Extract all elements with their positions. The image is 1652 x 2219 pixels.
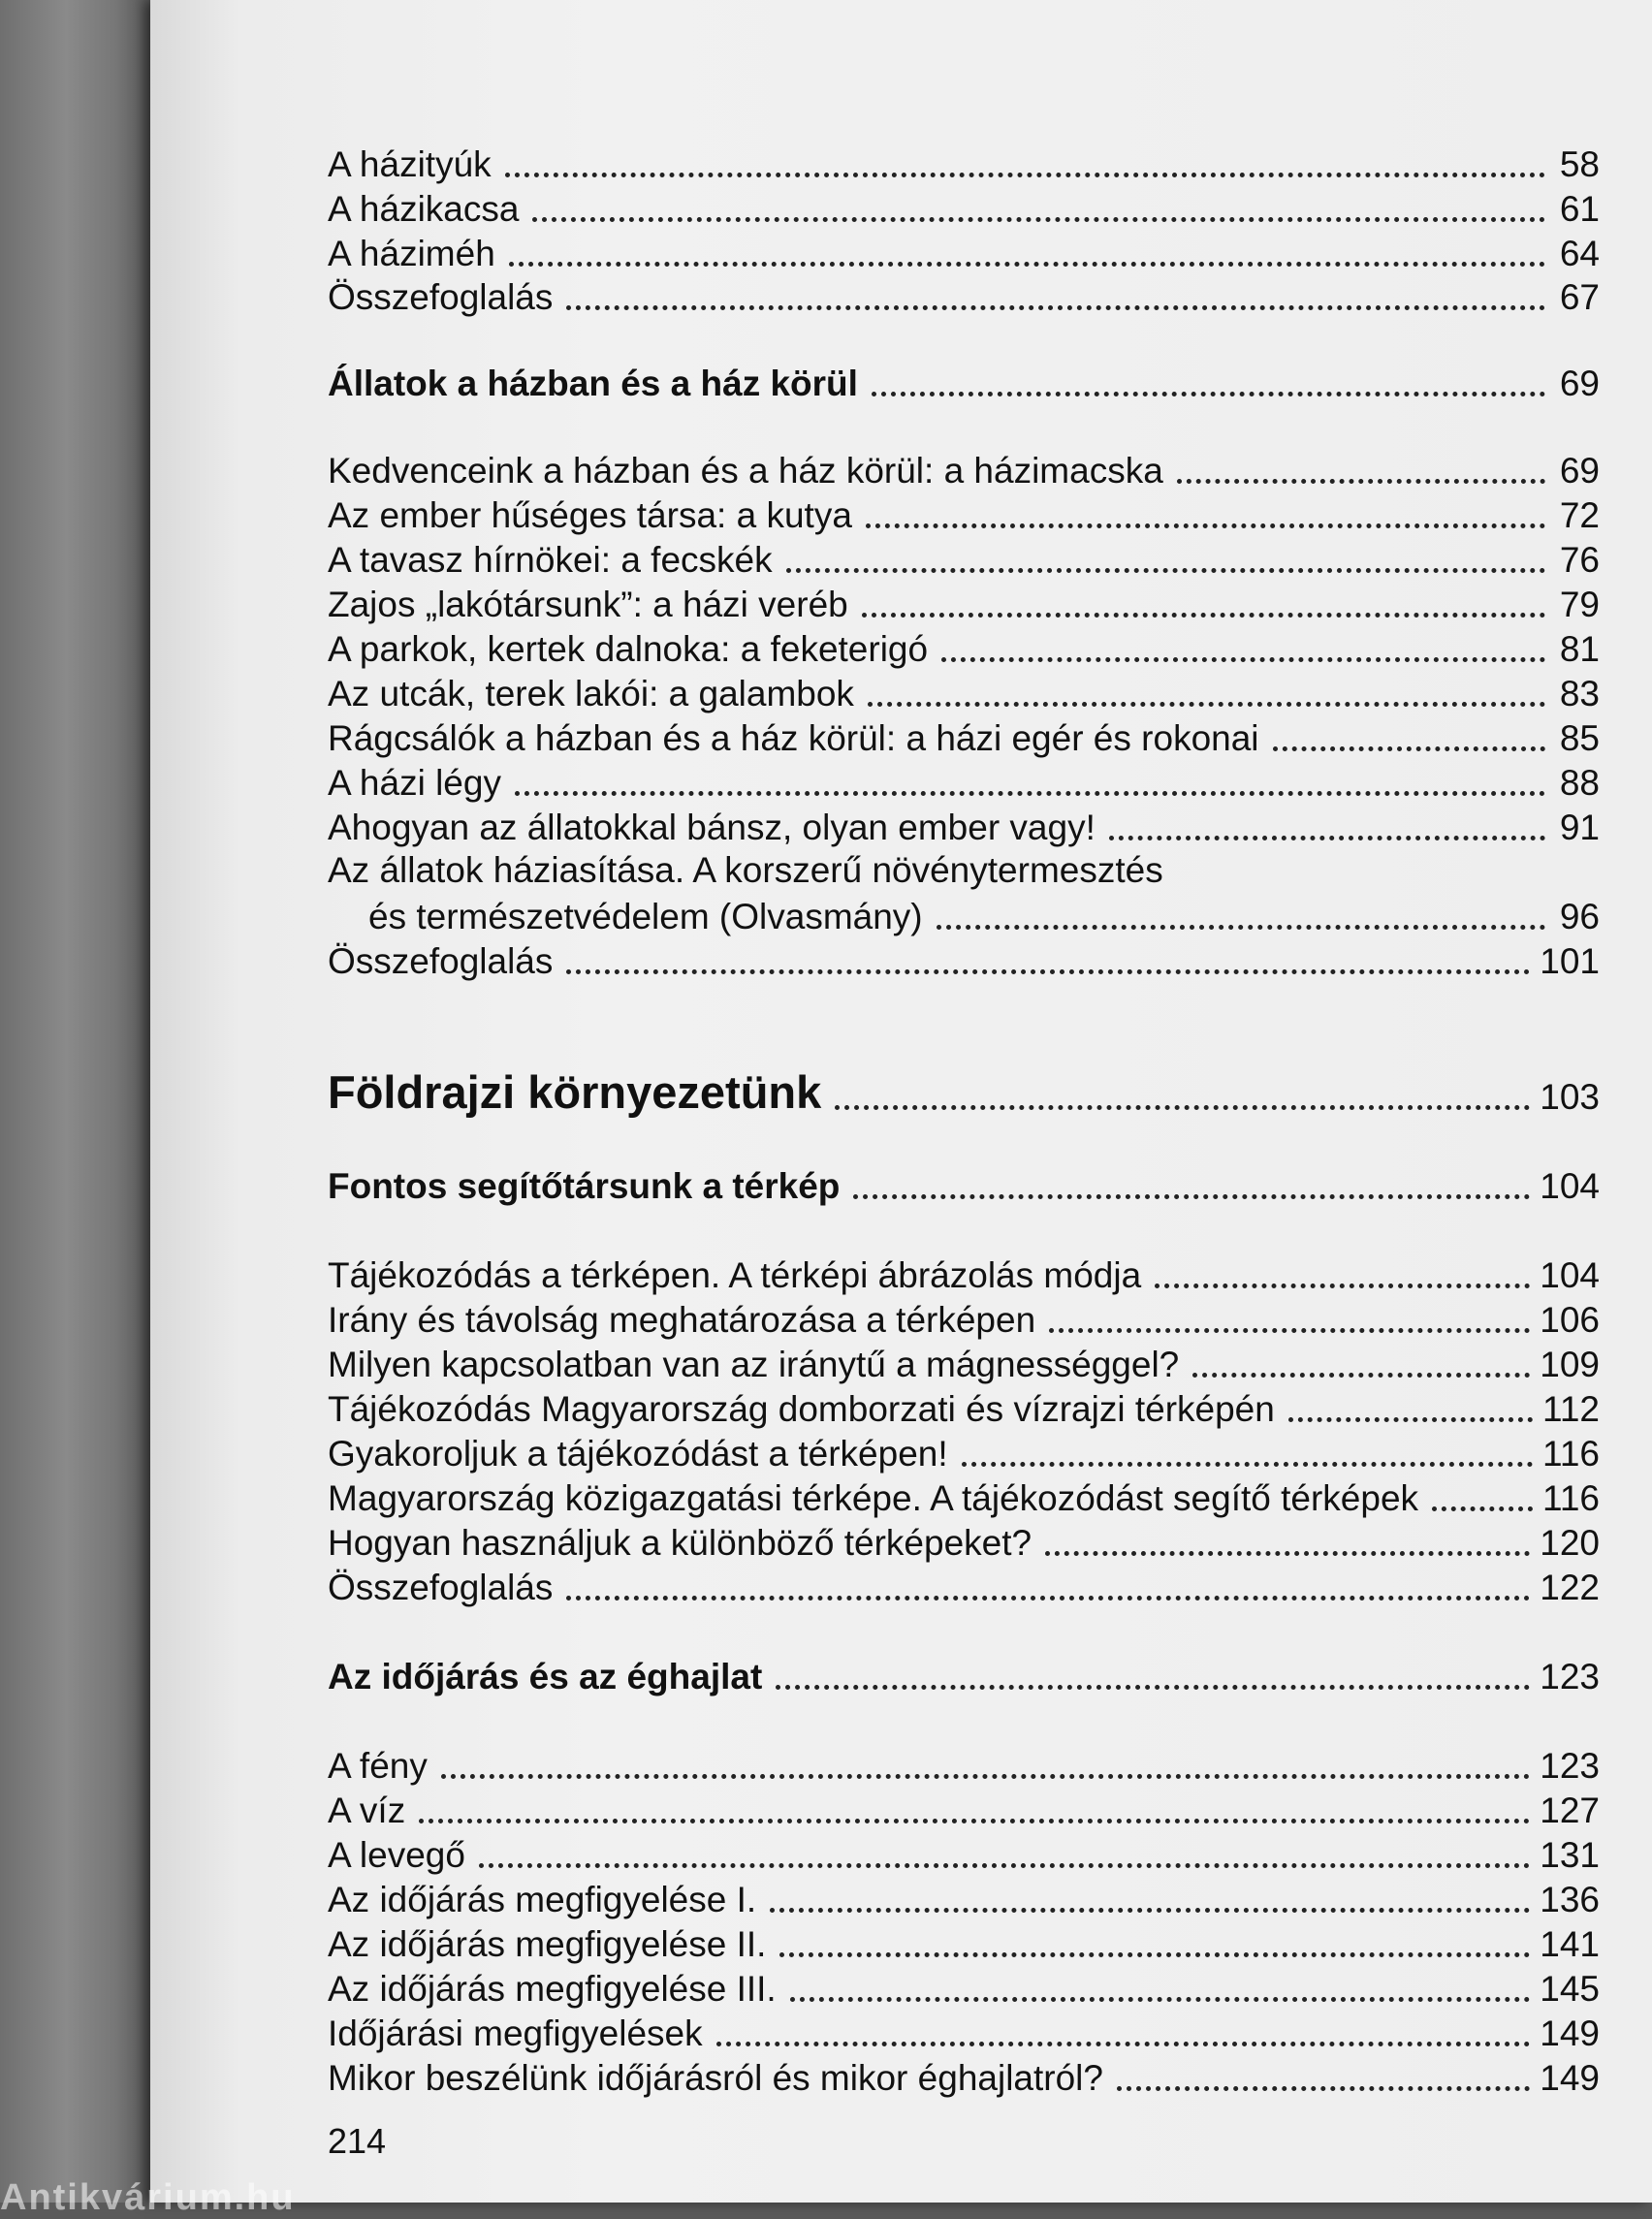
toc-entry-title: Időjárási megfigyelések bbox=[328, 2013, 703, 2053]
toc-entry bbox=[328, 274, 1600, 319]
toc-entry bbox=[328, 582, 1600, 626]
toc-entry-title: Az időjárás megfigyelése II. bbox=[328, 1924, 767, 1964]
toc-entry-title: A tavasz hírnökei: a fecskék bbox=[328, 540, 773, 580]
toc-entry-title: Az időjárás megfigyelése III. bbox=[328, 1969, 777, 2009]
leader-dots bbox=[868, 702, 1545, 707]
watermark-text: Antikvárium.hu bbox=[0, 2177, 296, 2218]
toc-entry-page: 149 bbox=[1540, 2058, 1600, 2098]
toc-entry-page: 136 bbox=[1540, 1880, 1600, 1919]
toc-entry-title: A levegő bbox=[328, 1835, 465, 1875]
toc-entry-title: Hogyan használjuk a különböző térképeket? bbox=[328, 1523, 1032, 1563]
toc-entry-title: Földrajzi környezetünk bbox=[328, 1066, 822, 1118]
leader-dots bbox=[515, 791, 1545, 796]
toc-entry bbox=[328, 186, 1600, 231]
toc-entry-page: 106 bbox=[1540, 1300, 1600, 1340]
toc-entry-title: A fény bbox=[328, 1746, 428, 1786]
toc-entry-page: 83 bbox=[1559, 674, 1600, 713]
leader-dots bbox=[505, 173, 1545, 177]
toc-entry bbox=[328, 448, 1600, 492]
toc-entry-title: Az időjárás megfigyelése I. bbox=[328, 1880, 757, 1919]
leader-dots bbox=[1155, 1284, 1530, 1288]
toc-entry-title: Fontos segítőtársunk a térkép bbox=[328, 1166, 841, 1206]
toc-entry-title: Tájékozódás Magyarország domborzati és vízrajzi térképén bbox=[328, 1389, 1275, 1429]
leader-dots bbox=[419, 1819, 1530, 1823]
toc-entry-title-line: Az állatok háziasítása. A korszerű növénytermesztés bbox=[328, 850, 1163, 890]
toc-entry-page: 81 bbox=[1559, 629, 1600, 669]
toc-entry-page: 69 bbox=[1559, 451, 1600, 491]
leader-dots bbox=[1192, 1373, 1530, 1378]
toc-entry-page: 122 bbox=[1540, 1568, 1600, 1607]
leader-dots bbox=[1273, 746, 1545, 751]
toc-entry-page: 104 bbox=[1540, 1166, 1600, 1206]
toc-entry-title: Összefoglalás bbox=[328, 1568, 554, 1607]
toc-entry-page: 96 bbox=[1559, 897, 1600, 936]
toc-entry bbox=[328, 1788, 1600, 1832]
toc-entry bbox=[328, 1431, 1600, 1475]
toc-entry-title: Az utcák, terek lakói: a galambok bbox=[328, 674, 854, 713]
toc-entry-title: Zajos „lakótársunk”: a házi veréb bbox=[328, 585, 848, 624]
toc-entry bbox=[328, 1386, 1600, 1431]
toc-entry-page: 109 bbox=[1540, 1345, 1600, 1384]
leader-dots bbox=[1432, 1506, 1533, 1511]
toc-entry-title: Az időjárás és az éghajlat bbox=[328, 1657, 763, 1696]
toc-entry bbox=[328, 492, 1600, 537]
toc-entry-page: 112 bbox=[1542, 1389, 1600, 1429]
toc-entry-title: A házi légy bbox=[328, 763, 501, 803]
toc-entry-title: Ahogyan az állatokkal bánsz, olyan ember vagy! bbox=[328, 808, 1096, 847]
leader-dots bbox=[862, 613, 1545, 618]
leader-dots bbox=[786, 568, 1545, 573]
toc-entry-page: 91 bbox=[1559, 808, 1600, 847]
toc-entry-title: Állatok a házban és a ház körül bbox=[328, 364, 858, 403]
toc-entry bbox=[328, 1475, 1600, 1520]
toc-entry-title: és természetvédelem (Olvasmány) bbox=[368, 897, 923, 936]
toc-entry bbox=[328, 537, 1600, 582]
leader-dots bbox=[941, 657, 1545, 662]
leader-dots bbox=[770, 1908, 1530, 1913]
toc-entry bbox=[328, 671, 1600, 715]
toc-entry-page: 123 bbox=[1540, 1746, 1600, 1786]
leader-dots bbox=[776, 1685, 1530, 1690]
leader-dots bbox=[1109, 836, 1545, 840]
leader-dots bbox=[790, 1997, 1531, 2002]
leader-dots bbox=[716, 2042, 1531, 2046]
toc-entry-title: A parkok, kertek dalnoka: a feketerigó bbox=[328, 629, 929, 669]
leader-dots bbox=[835, 1105, 1530, 1110]
toc-entry-page: 123 bbox=[1540, 1657, 1600, 1696]
leader-dots bbox=[1177, 479, 1545, 484]
toc-entry-title: Gyakoroljuk a tájékozódást a térképen! bbox=[328, 1434, 948, 1474]
leader-dots bbox=[866, 523, 1545, 528]
toc-entry bbox=[328, 1520, 1600, 1565]
leader-dots bbox=[532, 217, 1545, 222]
toc-entry-page: 76 bbox=[1559, 540, 1600, 580]
toc-entry-page: 120 bbox=[1540, 1523, 1600, 1563]
leader-dots bbox=[1288, 1417, 1533, 1422]
toc-entry-title: Irány és távolság meghatározása a térképen bbox=[328, 1300, 1036, 1340]
toc-entry-title: Kedvenceink a házban és a ház körül: a házimacska bbox=[328, 451, 1163, 491]
toc-entry-page: 141 bbox=[1540, 1924, 1600, 1964]
toc-entry-title: Rágcsálók a házban és a ház körül: a házi egér és rokonai bbox=[328, 718, 1259, 758]
toc-entry bbox=[328, 1252, 1600, 1297]
toc-entry-page: 85 bbox=[1559, 718, 1600, 758]
toc-entry-title: Összefoglalás bbox=[328, 941, 554, 981]
leader-dots bbox=[853, 1194, 1530, 1199]
toc-entry-page: 61 bbox=[1559, 189, 1600, 229]
toc-entry-page: 116 bbox=[1542, 1478, 1600, 1518]
leader-dots bbox=[962, 1462, 1533, 1467]
toc-entry bbox=[328, 1743, 1600, 1788]
toc-entry bbox=[328, 231, 1600, 275]
toc-entry-page: 58 bbox=[1559, 144, 1600, 184]
leader-dots bbox=[872, 392, 1545, 396]
toc-entry-title: Mikor beszélünk időjárásról és mikor éghajlatról? bbox=[328, 2058, 1103, 2098]
toc-chapter-heading bbox=[328, 1064, 1600, 1119]
toc-entry-page: 149 bbox=[1540, 2013, 1600, 2053]
leader-dots bbox=[1049, 1328, 1530, 1333]
toc-section-heading bbox=[328, 361, 1600, 405]
toc-entry-title: Az ember hűséges társa: a kutya bbox=[328, 495, 852, 535]
toc-entry bbox=[328, 1966, 1600, 2011]
toc-entry bbox=[328, 715, 1600, 760]
toc-entry-title: A házikacsa bbox=[328, 189, 520, 229]
toc-entry bbox=[328, 1565, 1600, 1609]
toc-entry-title: Összefoglalás bbox=[328, 277, 554, 317]
toc-entry-page: 88 bbox=[1559, 763, 1600, 803]
toc-entry-page: 64 bbox=[1559, 234, 1600, 273]
toc-entry bbox=[328, 894, 1600, 938]
leader-dots bbox=[566, 305, 1545, 310]
toc-entry bbox=[328, 1297, 1600, 1342]
toc-entry-title: A házityúk bbox=[328, 144, 492, 184]
toc-entry bbox=[328, 2055, 1600, 2100]
toc-entry bbox=[328, 1921, 1600, 1966]
leader-dots bbox=[441, 1774, 1530, 1779]
leader-dots bbox=[566, 969, 1530, 974]
leader-dots bbox=[1045, 1551, 1530, 1556]
toc-entry bbox=[328, 626, 1600, 671]
toc-entry-title: Milyen kapcsolatban van az iránytű a mágnességgel? bbox=[328, 1345, 1180, 1384]
leader-dots bbox=[566, 1596, 1530, 1601]
toc-entry bbox=[328, 1832, 1600, 1877]
toc-entry-page: 116 bbox=[1542, 1434, 1600, 1474]
toc-entry bbox=[328, 805, 1600, 849]
toc-entry-title: Magyarország közigazgatási térképe. A tájékozódást segítő térképek bbox=[328, 1478, 1419, 1518]
background-surface bbox=[0, 0, 165, 2203]
page-number: 214 bbox=[328, 2121, 387, 2161]
toc-entry-page: 145 bbox=[1540, 1969, 1600, 2009]
leader-dots bbox=[937, 925, 1545, 930]
leader-dots bbox=[479, 1863, 1530, 1868]
toc-entry-title: Tájékozódás a térképen. A térképi ábrázolás módja bbox=[328, 1255, 1142, 1295]
toc-entry-page: 72 bbox=[1559, 495, 1600, 535]
toc-entry bbox=[328, 1877, 1600, 1921]
toc-entry bbox=[328, 1342, 1600, 1386]
toc-entry bbox=[328, 2011, 1600, 2055]
toc-entry-page: 67 bbox=[1559, 277, 1600, 317]
leader-dots bbox=[779, 1952, 1530, 1957]
toc-entry-page: 104 bbox=[1540, 1255, 1600, 1295]
leader-dots bbox=[1117, 2086, 1530, 2091]
toc-entry bbox=[328, 142, 1600, 186]
leader-dots bbox=[509, 262, 1545, 267]
toc-section-heading bbox=[328, 1163, 1600, 1208]
toc-entry-title: A háziméh bbox=[328, 234, 495, 273]
toc-section-heading bbox=[328, 1654, 1600, 1698]
toc-entry-page: 127 bbox=[1540, 1791, 1600, 1830]
toc-entry-title: A víz bbox=[328, 1791, 406, 1830]
toc-entry-page: 131 bbox=[1540, 1835, 1600, 1875]
toc-entry-page: 103 bbox=[1540, 1077, 1600, 1117]
toc-entry-page: 101 bbox=[1540, 941, 1600, 981]
toc-entry bbox=[328, 938, 1600, 983]
toc-entry-page: 79 bbox=[1559, 585, 1600, 624]
toc-entry bbox=[328, 760, 1600, 805]
toc-entry-page: 69 bbox=[1559, 364, 1600, 403]
